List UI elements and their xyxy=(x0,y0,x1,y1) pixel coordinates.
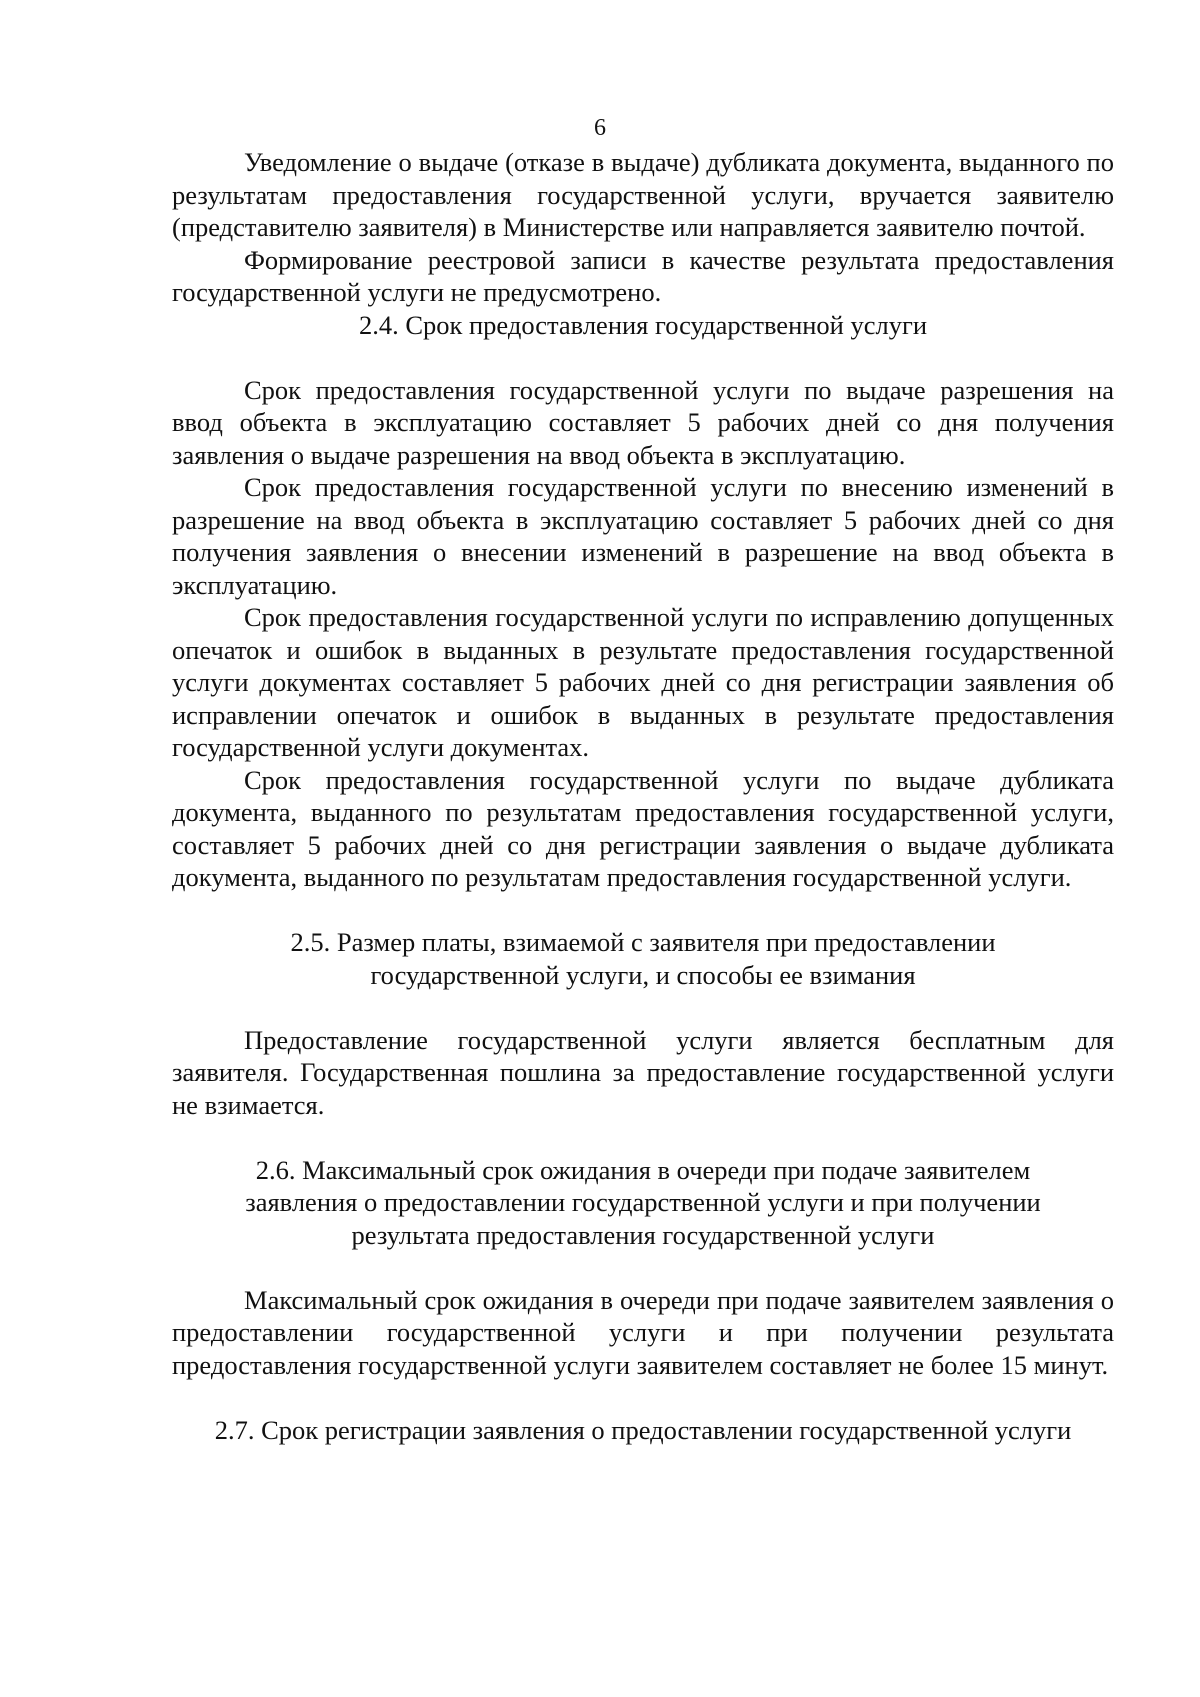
paragraph-free-service: Предоставление государственной услуги является бесплатным для заявителя. Государственная пошлина за предоставление государственной услуги не взимается. xyxy=(172,1024,1114,1120)
section-heading-2-5 xyxy=(172,926,1114,991)
paragraph-duplicate-notice: Уведомление о выдаче (отказе в выдаче) дубликата документа, выданного по результатам предоставления государственной услуги, вручается заявителю (представителю заявителя) в Министерстве или направляется заявителю почтой. xyxy=(172,147,1114,242)
paragraph-queue-time: Максимальный срок ожидания в очереди при подаче заявителем заявления о предоставлении государственной услуги и при получении результата предоставления государственной услуги заявителем составляет не более 15 минут. xyxy=(172,1284,1114,1380)
section-heading-2-7: 2.7. Срок регистрации заявления о предоставлении государственной услуги xyxy=(214,1414,1072,1445)
page-number: 6 xyxy=(594,115,606,141)
paragraph-term-duplicate: Срок предоставления государственной услуги по выдаче дубликата документа, выданного по результатам предоставления государственной услуги, составляет 5 рабочих дней со дня регистрации заявления о выдаче дубликата документа, выданного по результатам предоставления государственной услуги. xyxy=(172,764,1114,892)
heading-line: 2.6. Максимальный срок ожидания в очереди при подаче заявителем xyxy=(255,1154,1031,1185)
paragraph-registry-record: Формирование реестровой записи в качестве результата предоставления государственной услуги не предусмотрено. xyxy=(172,244,1114,307)
heading-line: государственной услуги, и способы ее взимания xyxy=(370,959,916,990)
paragraph-term-permit: Срок предоставления государственной услуги по выдаче разрешения на ввод объекта в эксплуатацию составляет 5 рабочих дней со дня получения заявления о выдаче разрешения на ввод объекта в эксплуатацию. xyxy=(172,374,1114,470)
heading-line: результата предоставления государственной услуги xyxy=(351,1219,935,1250)
heading-line: заявления о предоставлении государственной услуги и при получении xyxy=(245,1187,1041,1217)
heading-line: 2.5. Размер платы, взимаемой с заявителя при предоставлении xyxy=(290,927,996,957)
section-heading-2-4: 2.4. Срок предоставления государственной услуги xyxy=(358,309,928,340)
section-heading-2-6 xyxy=(172,1154,1114,1252)
paragraph-term-corrections: Срок предоставления государственной услуги по исправлению допущенных опечаток и ошибок в выданных в результате предоставления государственной услуги документах составляет 5 рабочих дней со дня регистрации заявления об исправлении опечаток и ошибок в выданных в результате предоставления государственной услуги документах. xyxy=(172,602,1114,762)
document-body xyxy=(172,146,1114,1446)
paragraph-term-changes: Срок предоставления государственной услуги по внесению изменений в разрешение на ввод объекта в эксплуатацию составляет 5 рабочих дней со дня получения заявления о внесении изменений в разрешение на ввод объекта в эксплуатацию. xyxy=(172,472,1114,600)
